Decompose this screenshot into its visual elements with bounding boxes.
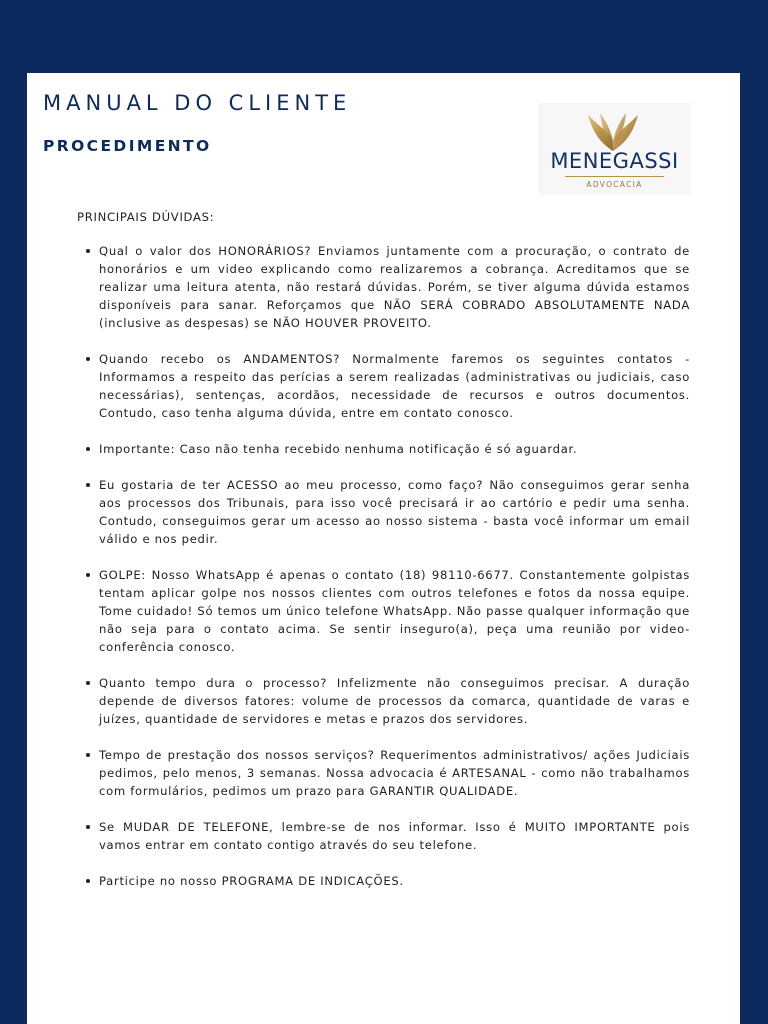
list-item: Qual o valor dos HONORÁRIOS? Enviamos juntamente com a procuração, o contrato de honorários e um video explicando como realizaremos a cobrança. Acreditamos que se realizar uma leitura atenta, não restará dúvidas. Porém, se tiver alguma dúvida estamos disponíveis para sanar. Reforçamos que NÃO SERÁ COBRADO ABSOLUTAMENTE NADA (inclusive as despesas) se NÃO HOUVER PROVEITO. — [99, 244, 690, 330]
logo-divider — [565, 176, 664, 177]
list-item: GOLPE: Nosso WhatsApp é apenas o contato (18) 98110-6677. Constantemente golpistas tentam aplicar golpe nos nossos clientes com outros telefones e fotos da nossa equipe. Tome cuidado! Só temos um único telefone WhatsApp. Não passe qualquer informação que não seja para o contato acima. Se sentir inseguro(a), peça uma reunião por video-conferência conosco. — [99, 568, 690, 654]
list-item: Quanto tempo dura o processo? Infelizmente não conseguimos precisar. A duração depende de diversos fatores: volume de processos da comarca, quantidade de varas e juízes, quantidade de servidores e metas e prazos dos servidores. — [99, 676, 690, 726]
document-page — [27, 73, 740, 1024]
logo-name: MENEGASSI — [550, 149, 679, 173]
list-item: Quando recebo os ANDAMENTOS? Normalmente faremos os seguintes contatos - Informamos a respeito das perícias a serem realizadas (administrativas ou judiciais, caso necessárias), sentenças, acordãos, necessidade de recursos e outros documentos. Contudo, caso tenha alguma dúvida, entre em contato conosco. — [99, 352, 690, 420]
document-title: MANUAL DO CLIENTE — [43, 91, 352, 115]
logo-tagline: ADVOCACIA — [586, 180, 643, 189]
list-item: Tempo de prestação dos nossos serviços? Requerimentos administrativos/ ações Judiciais pedimos, pelo menos, 3 semanas. Nossa advocacia é ARTESANAL - como não trabalhamos com formulários, pedimos um prazo para GARANTIR QUALIDADE. — [99, 748, 690, 798]
list-item: Importante: Caso não tenha recebido nenhuma notificação é só aguardar. — [99, 440, 690, 458]
section-title: PROCEDIMENTO — [43, 137, 212, 155]
faq-list — [77, 242, 690, 890]
list-item: Participe no nosso PROGRAMA DE INDICAÇÕES. — [99, 872, 690, 890]
faq-content — [77, 208, 690, 908]
list-item: Eu gostaria de ter ACESSO ao meu processo, como faço? Não conseguimos gerar senha aos processos dos Tribunais, para isso você precisará ir ao cartório e pedir uma senha. Contudo, conseguimos gerar um acesso ao nosso sistema - basta você informar um email válido e nos pedir. — [99, 478, 690, 546]
faq-heading: PRINCIPAIS DÚVIDAS: — [77, 210, 215, 224]
wings-logo-icon — [582, 109, 644, 153]
list-item: Se MUDAR DE TELEFONE, lembre-se de nos informar. Isso é MUITO IMPORTANTE pois vamos entrar em contato contigo através do seu telefone. — [99, 820, 690, 852]
company-logo — [538, 103, 691, 195]
